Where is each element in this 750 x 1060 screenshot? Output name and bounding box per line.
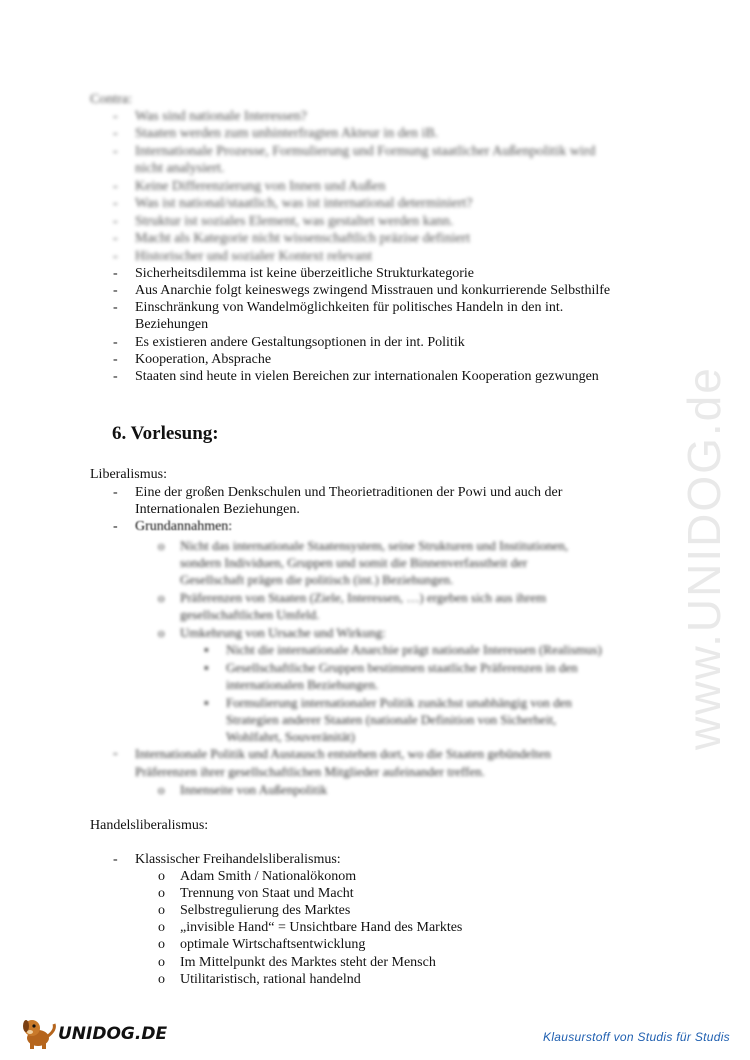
bullet-dash: - — [113, 109, 118, 124]
contra-blurred-item: Keine Differenzierung von Innen und Außen — [135, 179, 386, 194]
bullet-dash: - — [113, 214, 118, 229]
bullet-circle: o — [158, 869, 165, 884]
handel-subitem: Utilitaristisch, rational handelnd — [180, 972, 361, 987]
liberalismus-item: Internationalen Beziehungen. — [135, 502, 300, 517]
contra-item: Es existieren andere Gestaltungsoptionen in der int. Politik — [135, 335, 465, 350]
bullet-dash: - — [113, 485, 118, 500]
bullet-dash: - — [113, 300, 118, 315]
bullet-circle: o — [158, 937, 165, 952]
handel-title: Handelsliberalismus: — [90, 818, 209, 833]
blurred-subitem: Nicht die internationale Anarchie prägt nationale Interessen (Realismus) — [226, 642, 602, 657]
contra-blurred-item: Was ist national/staatlich, was ist international determiniert? — [135, 196, 473, 211]
bullet-square: ▪ — [204, 642, 209, 657]
bullet-circle: o — [158, 782, 165, 797]
blurred-subitem: gesellschaftlichen Umfeld. — [180, 607, 320, 622]
bullet-circle: o — [158, 625, 165, 640]
contra-blurred-item: Was sind nationale Interessen? — [135, 109, 307, 124]
bullet-dash: - — [113, 519, 118, 534]
bullet-dash: - — [113, 231, 118, 246]
bullet-dash: - — [113, 126, 118, 141]
blurred-subitem: Internationale Politik und Austausch entstehen dort, wo die Staaten gebündelten — [135, 746, 551, 761]
bullet-circle: o — [158, 590, 165, 605]
watermark — [660, 260, 750, 760]
liberalismus-item: Eine der großen Denkschulen und Theorietraditionen der Powi und auch der — [135, 485, 563, 500]
liberalismus-item: Grundannahmen: — [135, 519, 233, 534]
bullet-circle: o — [158, 538, 165, 553]
bullet-circle: o — [158, 955, 165, 970]
bullet-dash: - — [113, 335, 118, 350]
blurred-subitem: Innenseite von Außenpolitik — [180, 782, 328, 797]
contra-item: Staaten sind heute in vielen Bereichen zur internationalen Kooperation gezwungen — [135, 369, 599, 384]
bullet-dash: - — [113, 249, 118, 264]
handel-subitem: Selbstregulierung des Marktes — [180, 903, 351, 918]
blurred-subitem: Gesellschaft prägen die politisch (int.) Beziehungen. — [180, 572, 454, 587]
blurred-subitem: Präferenzen von Staaten (Ziele, Interessen, …) ergeben sich aus ihrem — [180, 590, 547, 605]
blurred-subitem: Strategien anderer Staaten (nationale Definition von Sicherheit, — [226, 712, 557, 727]
bullet-dash: - — [113, 352, 118, 367]
blurred-subitem: internationalen Beziehungen. — [226, 677, 379, 692]
bullet-dash: - — [113, 266, 118, 281]
contra-blurred-item: Macht als Kategorie nicht wissenschaftlich präzise definiert — [135, 231, 471, 246]
watermark-text: www.UNIDOG.de — [678, 366, 730, 750]
bullet-square: ▪ — [204, 660, 209, 675]
bullet-circle: o — [158, 886, 165, 901]
bullet-circle: o — [158, 972, 165, 987]
footer-tagline: Klausurstoff von Studis für Studis — [543, 1030, 730, 1044]
bullet-circle: o — [158, 920, 165, 935]
bullet-dash: - — [113, 144, 118, 159]
blurred-subitem: Wohlfahrt, Souveränität) — [226, 729, 355, 744]
bullet-dash: - — [113, 196, 118, 211]
handel-subitem: „invisible Hand“ = Unsichtbare Hand des Marktes — [180, 920, 463, 935]
blurred-subitem: Umkehrung von Ursache und Wirkung: — [180, 625, 386, 640]
handel-subitem: Im Mittelpunkt des Marktes steht der Mensch — [180, 955, 436, 970]
bullet-dash: - — [113, 852, 118, 867]
contra-title: Contra: — [90, 92, 132, 107]
bullet-dash: - — [113, 179, 118, 194]
blurred-subitem: sondern Individuen, Gruppen und somit die Binnenverfasstheit der — [180, 555, 528, 570]
logo-text: UNIDOG.DE — [58, 1024, 168, 1044]
contra-blurred-item: Historischer und sozialer Kontext relevant — [135, 249, 373, 264]
blurred-subitem: Gesellschaftliche Gruppen bestimmen staatliche Präferenzen in den — [226, 660, 578, 675]
contra-blurred-item: Staaten werden zum unhinterfragten Akteur in den iB. — [135, 126, 439, 141]
contra-item: Einschränkung von Wandelmöglichkeiten für politisches Handeln in den int. — [135, 300, 564, 315]
bullet-dash: - — [113, 746, 118, 761]
contra-item: Beziehungen — [135, 317, 209, 332]
liberalismus-title: Liberalismus: — [90, 467, 167, 482]
blurred-subitem: Formulierung internationaler Politik zunächst unabhängig von den — [226, 695, 572, 710]
blurred-subitem: Nicht das internationale Staatensystem, seine Strukturen und Institutionen, — [180, 538, 569, 553]
contra-item: Kooperation, Absprache — [135, 352, 272, 367]
bullet-dash: - — [113, 369, 118, 384]
contra-item: Sicherheitsdilemma ist keine überzeitliche Strukturkategorie — [135, 266, 475, 281]
contra-blurred-item: nicht analysiert. — [135, 161, 225, 176]
handel-item: Klassischer Freihandelsliberalismus: — [135, 852, 341, 867]
handel-subitem: Trennung von Staat und Macht — [180, 886, 354, 901]
section-heading: 6. Vorlesung: — [112, 423, 219, 444]
blurred-subitem: Präferenzen ihrer gesellschaftlichen Mitglieder aufeinander treffen. — [135, 764, 485, 779]
handel-subitem: Adam Smith / Nationalökonom — [180, 869, 357, 884]
contra-blurred-item: Internationale Prozesse, Formulierung und Formung staatlicher Außenpolitik wird — [135, 144, 596, 159]
bullet-dash: - — [113, 283, 118, 298]
dog-icon — [20, 1016, 60, 1050]
bullet-square: ▪ — [204, 695, 209, 710]
contra-blurred-item: Struktur ist soziales Element, was gestaltet werden kann. — [135, 214, 454, 229]
handel-subitem: optimale Wirtschaftsentwicklung — [180, 937, 366, 952]
contra-item: Aus Anarchie folgt keineswegs zwingend Misstrauen und konkurrierende Selbsthilfe — [135, 283, 611, 298]
bullet-circle: o — [158, 903, 165, 918]
